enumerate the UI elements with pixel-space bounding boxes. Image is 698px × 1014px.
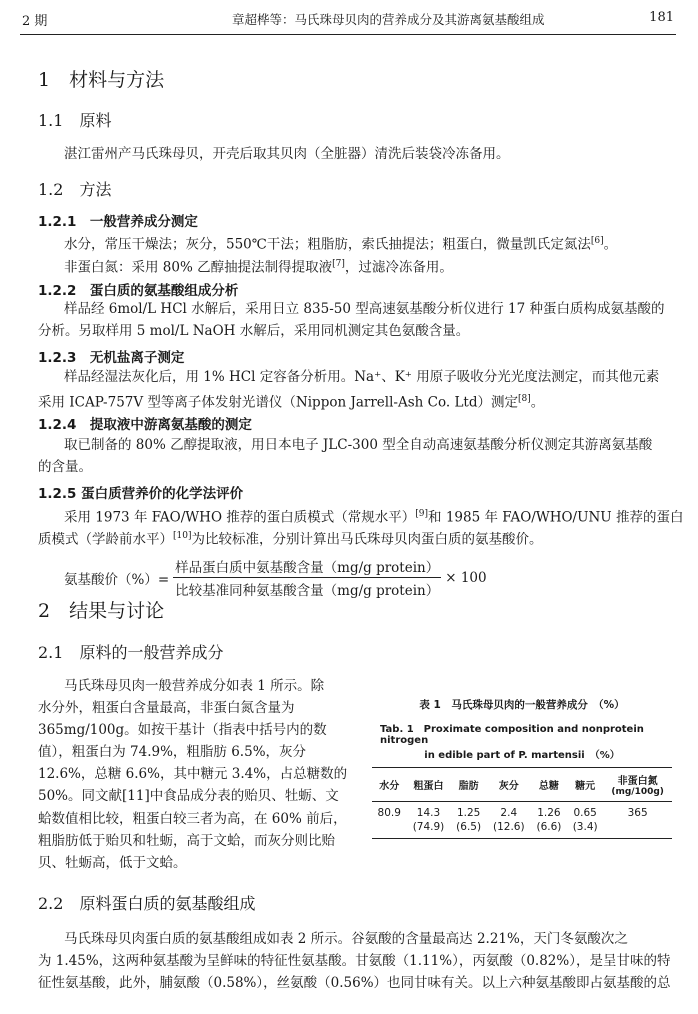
table-header-cell: 粗蛋白 [413,781,444,792]
section-2-1-line: 12.6%，总糖 6.6%，其中糖元 3.4%，占总糖数的 [38,766,348,783]
table-header-cell: 非蛋白氮 (mg/100g) [603,768,672,802]
table-1-caption-en-2: in edible part of P. martensii （%） [424,750,620,761]
section-2-2-line-3: 征性氨基酸，此外，脯氨酸（0.58%），丝氨酸（0.56%）也同甘味有关。以上六种氨基酸即占氨基酸的总 [38,975,671,991]
section-1-2-3-line-1: 样品经湿法灰化后，用 1% HCl 定容备分析用。Na⁺、K⁺ 用原子吸收分光光度法测定，而其他元素 [64,369,660,385]
section-1-1-heading: 1.1 原料 [38,111,112,130]
section-1-2-3-heading: 1.2.3 无机盐离子测定 [38,350,185,366]
table-header-unit: (mg/100g) [611,787,664,797]
section-2-1-line: 365mg/100g。如按干基计（指表中括号内的数 [38,722,327,739]
table-cell: (6.6) [536,821,562,833]
section-2-1-line: 50%。同文献[11]中食品成分表的贻贝、牡蛎、文 [38,788,339,805]
section-2-1-text [38,675,358,874]
section-2-2-line-1: 马氏珠母贝肉蛋白质的氨基酸组成如表 2 所示。谷氨酸的含量最高达 2.21%，天门冬氨酸次之 [64,931,628,947]
issue-number: 2 期 [22,14,48,29]
page-number: 181 [649,10,674,25]
table-1 [372,697,672,839]
table-cell: 80.9 [377,807,401,819]
section-2-1-heading: 2.1 原料的一般营养成分 [38,643,224,662]
table-cell: 365 [627,807,648,819]
section-2-1-line: 粗脂肪低于贻贝和牡蛎，高于文蛤，而灰分则比贻 [38,832,335,849]
citation-7: [7] [332,259,345,269]
section-2-2-line-2: 为 1.45%，这两种氨基酸为呈鲜味的特征性氨基酸。甘氨酸（1.11%），丙氨酸（0.82%），是呈甘味的特 [38,953,671,969]
section-2-1-line: 马氏珠母贝肉一般营养成分如表 1 所示。除 [64,678,325,694]
section-1-2-4-line-1: 取已制备的 80% 乙醇提取液，用日本电子 JLC-300 型全自动高速氨基酸分析仪测定其游离氨基酸 [64,437,653,453]
formula-right: × 100 [445,569,487,586]
citation-6: [6] [590,236,604,246]
table-cell: 14.3 [416,807,441,819]
table-1-caption-en-1: Tab. 1 Proximate composition and nonprotein nitrogen [380,724,644,746]
section-1-2-4-line-2: 的含量。 [38,459,92,475]
running-header [22,10,674,32]
section-2-heading: 2 结果与讨论 [38,600,165,622]
table-header-cell: 糖元 [575,781,596,792]
section-2-2-heading: 2.2 原料蛋白质的氨基酸组成 [38,894,256,913]
table-row [372,820,672,839]
table-header-cell: 脂肪 [458,781,479,792]
table-cell: (12.6) [492,821,525,833]
section-1-2-1-line-1: 水分，常压干燥法；灰分，550℃干法；粗脂肪，索氏抽提法；粗蛋白，微量凯氏定氮法[6]。 [64,236,618,253]
running-title: 章超桦等：马氏珠母贝肉的营养成分及其游离氨基酸组成 [232,12,545,27]
section-1-2-heading: 1.2 方法 [38,180,112,199]
section-1-2-5-heading: 1.2.5 蛋白质营养价的化学法评价 [38,486,244,502]
citation-9: [9] [415,509,429,519]
section-2-1-line: 值），粗蛋白为 74.9%，粗脂肪 6.5%，灰分 [38,744,307,761]
table-cell: (6.5) [456,821,482,833]
table-row [372,802,672,821]
table-cell: (3.4) [572,821,598,833]
citation-10: [10] [173,531,192,541]
table-cell: 2.4 [500,807,518,819]
formula-left: 氨基酸价（%）= [64,571,170,588]
section-1-2-1-heading: 1.2.1 一般营养成分测定 [38,214,198,230]
table-header-cell: 总糖 [538,781,559,792]
table-cell [372,820,406,839]
amino-acid-score-formula [64,556,487,599]
section-1-2-2-line-1: 样品经 6mol/L HCl 水解后，采用日立 835-50 型高速氨基酸分析仪进行 17 种蛋白质构成氨基酸的 [64,301,665,317]
section-2-1-line: 贝、牡蛎高，低于文蛤。 [38,854,187,871]
table-cell: 0.65 [573,807,597,819]
section-1-1-text: 湛江雷州产马氏珠母贝，开壳后取其贝肉（全脏器）清洗后装袋冷冻备用。 [64,146,510,162]
table-cell: 1.25 [456,807,481,819]
section-2-1-line: 水分外，粗蛋白含量最高，非蛋白氮含量为 [38,700,295,717]
section-1-2-3-line-2: 采用 ICAP-757V 型等离子体发射光谱仪（Nippon Jarrell-Ash Co. Ltd）测定[8]。 [38,394,545,411]
section-2-1-line: 蛤数值相比较，粗蛋白较三者为高，在 60% 前后， [38,810,347,827]
table-1-caption-cn: 表 1 马氏珠母贝肉的一般营养成分 （%） [419,699,625,711]
section-1-2-2-heading: 1.2.2 蛋白质的氨基酸组成分析 [38,283,239,299]
table-cell [603,820,672,839]
section-1-2-5-line-2: 质模式（学龄前水平）[10]为比较标准，分别计算出马氏珠母贝肉蛋白质的氨基酸价。 [38,531,543,548]
table-cell: 1.26 [537,807,561,819]
section-1-2-4-heading: 1.2.4 提取液中游离氨基酸的测定 [38,417,252,433]
formula-numerator: 样品蛋白质中氨基酸含量（mg/g protein） [173,556,441,578]
section-1-2-5-line-1: 采用 1973 年 FAO/WHO 推荐的蛋白质模式（常规水平）[9]和 1985 年 FAO/WHO/UNU 推荐的蛋白 [64,509,684,526]
section-1-2-2-line-2: 分析。另取样用 5 mol/L NaOH 水解后，采用同机测定其色氨酸含量。 [38,323,470,339]
header-rule [20,34,676,35]
table-1-grid [372,767,672,839]
table-header-cell: 灰分 [498,781,519,792]
citation-8: [8] [518,394,531,404]
table-header-cell: 水分 [379,781,400,792]
section-1-heading: 1 材料与方法 [38,69,165,91]
section-1-2-1-line-2: 非蛋白氮：采用 80% 乙醇抽提法制得提取液[7]，过滤冷冻备用。 [64,259,453,276]
table-cell: (74.9) [412,821,445,833]
formula-denominator: 比较基准同种氨基酸含量（mg/g protein） [175,583,440,599]
